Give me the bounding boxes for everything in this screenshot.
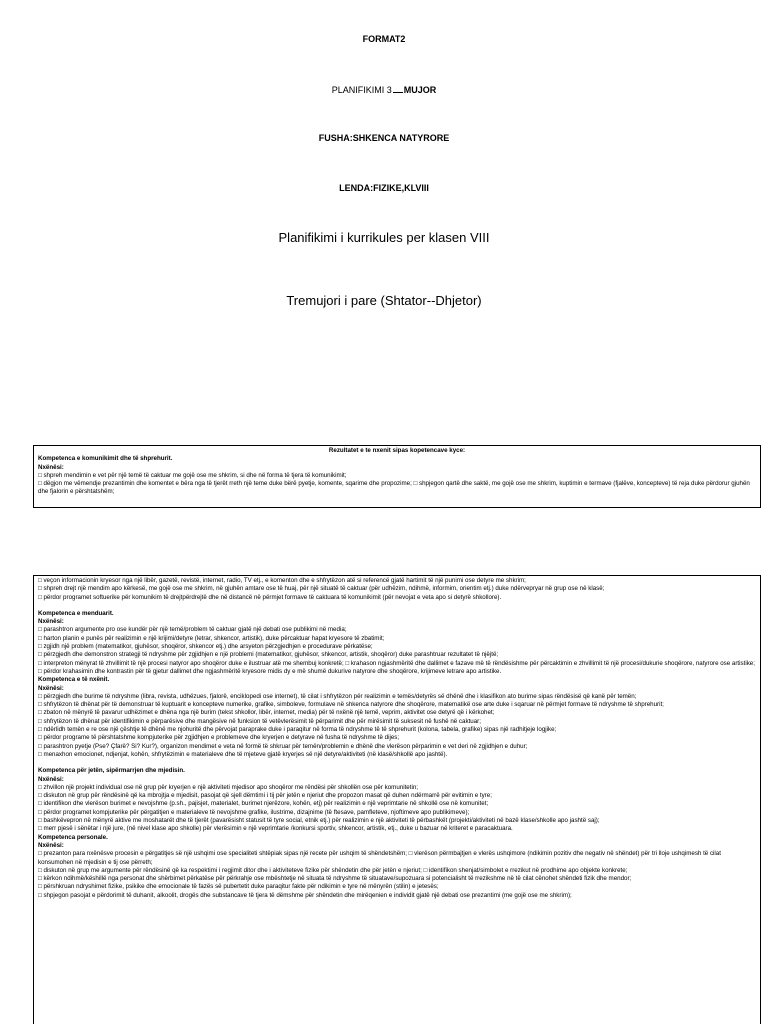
plan-suffix: MUJOR — [403, 85, 437, 95]
competence-line: □ përdor programet kompjuterike për përgatitjen e materialeve të nevojshme grafike, ilustrime, dizajnime (të ftesave, pamfleteve, njoftimeve apo publikimeve); — [38, 808, 470, 816]
section-title: Kompetenca personale. — [38, 833, 108, 841]
competence-line: □ shfrytëzon të dhënat për identifikimin e përparësive dhe mangësive në funksion të vetëvlerësimit të përparimit dhe për mirësimit të suksesit në fushë në caktuar; — [38, 717, 481, 725]
competence-line: □ parashtron argumente pro ose kundër për një temë/problem të caktuar gjatë një debati ose publikimi në media; — [38, 626, 347, 634]
page-title: Planifikimi i kurrikules per klasen VIII — [278, 230, 490, 245]
competence-line: □ përshkruan ndryshimet fizike, psikike dhe emocionale të fazës së pubertetit duke paraqitur fakte për ndikimin e tyre në mënyrën (stilin) e jetesës; — [38, 883, 439, 891]
competence-line: □ dëgjon me vëmendje prezantimin dhe komentet e bëra nga të tjerët rreth një teme duke bërë pyetje, komente, sqarime dhe propozime; □ shpjegon qartë dhe saktë, me gojë ose me shkrim, kuptimin e termave (fjalëve, koncepteve) të reja duke përdorur gjuhën dhe fjalorin e përshtatshëm; — [38, 480, 750, 496]
plan-blank — [393, 84, 403, 93]
competences-box-1 — [33, 445, 761, 508]
competence-line: □ përdor krahasimin dhe kontrastin për të gjetur dallimet dhe ngjashmëritë kryesore midis dy e më shumë dukurive natyrore dhe shoqërore, krijimeve letrare apo artistike. — [38, 667, 502, 675]
section-title: Kompetenca e menduarit. — [38, 609, 114, 617]
learners-label: Nxënësi: — [38, 684, 64, 692]
learners-label: Nxënësi: — [38, 618, 64, 626]
competence-line: □ merr pjesë i sënëtar i një jure, (në nivel klase apo shkolle) për vlerësimin e një veprimtarie /konkursi sportiv, shkencor, artistik, etj., duke u bazuar në kriteret e paracaktuara. — [38, 825, 513, 833]
competence-line: □ interpreton mënyrat të zhvillimit të një procesi natyror apo shoqëror duke e ilustruar atë me shembuj konkretë; □ krahason ngjashmëritë dhe dallimet e fazave më të rëndësishme për përcaktimin e zhvillimit të një procesi/dukurie shoqërore, natyrore ose artistike; — [38, 659, 755, 667]
competence-line: □ përzgjedh dhe demonstron strategji të ndryshme për zgjidhjen e një problemi (matematikor, gjuhësor, shkencor, artistik, shoqëror) duke parashtruar rezultatet të njëjtë; — [38, 651, 499, 659]
competence-line: □ kërkon ndihmë/këshillë nga personat dhe shërbimet përkatëse për përkrahje ose mbështetje në situata të ndryshme të situatave/supozuara si potencialisht të rrezikshme në të cilat cënohet shëndeti fizik dhe mendor; — [38, 875, 632, 883]
competence-line: □ përdor programe të përshtatshme kompjuterike për zgjidhjen e problemeve dhe kryerjen e detyrave në fusha të ndryshme të dijes; — [38, 734, 400, 742]
competence-line: □ bashkëvepron në mënyrë aktive me moshatarët dhe të tjerët (pavarësisht statusit të tyre social, etnik etj.) për realizimin e një aktiviteti të përbashkët (projekti/aktiviteti në bazë klase/shkolle apo jashtë saj); — [38, 817, 600, 825]
plan-prefix: PLANIFIKIMI 3 — [331, 85, 392, 95]
learners-label: Nxënësi: — [38, 463, 64, 471]
competence-line: □ identifikon dhe vlerëson burimet e nevojshme (p.sh., pajisjet, materialet, burimet njerëzore, kohën, etj) për realizimin e një veprimtarie në shkollë ose në komunitet; — [38, 800, 489, 808]
intro-line: □ përdor programet softuerike për komunikim të drejtpërdrejtë dhe në distancë në përmjet formave të caktuara të komunikimit (për nevojat e veta apo si detyrë shkollore). — [38, 593, 502, 601]
term-title: Tremujori i pare (Shtator--Dhjetor) — [286, 293, 482, 308]
competence-line: □ prezanton para nxënësve procesin e përgatitjes së një ushqimi ose specialiteti shtëpiak sipas një recete për ushqim të shëndetshëm; □ vlerëson përmbajtjen e vlerës ushqimore (ndikimin pozitiv dhe negativ në shëndet) për tri lloje ushqimesh të cilat konsumohen në mjedisin e tij ose përreth; — [38, 850, 721, 866]
section-title: Kompetenca e të nxënit. — [38, 676, 110, 684]
competence-line: □ shpjegon pasojat e përdorimit të duhanit, alkoolit, drogës dhe substancave të tjera të dëmshme për shëndetin dhe mirëqenien e individit gjatë një debati ose prezantimi (me gojë ose me shkrim); — [38, 891, 572, 899]
competence-line: □ ndërlidh temën e re ose një çështje të dhënë me njohuritë dhe përvojat paraprake duke i paraqitur në forma të ndryshme të të shprehurit (kolona, tabela, grafike) sipas një radhitjeje logjike; — [38, 726, 557, 734]
learners-label: Nxënësi: — [38, 775, 64, 783]
intro-line: □ veçon informacionin kryesor nga një libër, gazetë, revistë, internet, radio, TV etj., e komenton dhe e shfrytëzon atë si referencë gjatë hartimit të një punimi ose detyre me shkrim; — [38, 577, 526, 584]
competence-line: □ parashtron pyetje (Pse? Çfarë? Si? Kur?), organizon mendimet e veta në formë të shkruar për temën/problemin e dhënë dhe vlerëson përparimin e vet deri në zgjidhjen e duhur; — [38, 742, 528, 750]
competences-box-2 — [33, 575, 761, 1024]
competence-line: □ diskuton në grup me argumente për rëndësinë që ka respektimi i regjimit ditor dhe i aktiviteteve fizike për shëndetin dhe për jetën e njeriut; □ identifikon shenjat/simbolet e rrezikut në prodhime apo objekte konkrete; — [38, 866, 628, 874]
competence-line: □ zbaton në mënyrë të pavarur udhëzimet e dhëna nga një burim (tekst shkollor, libër, internet, media) për të nxënë një temë, veprim, aktivitet ose detyrë që i kërkohet; — [38, 709, 495, 717]
competence-line: □ zhvillon një projekt individual ose në grup për kryerjen e një aktiviteti mjedisor apo shoqëror me rëndësi për shkollën ose për komunitetin; — [38, 783, 418, 791]
format-label: FORMAT2 — [362, 34, 406, 44]
field-label: FUSHA:SHKENCA NATYRORE — [318, 133, 450, 143]
learners-label: Nxënësi: — [38, 841, 64, 849]
results-heading: Rezultatet e te nxenit sipas kopetencave kyce: — [328, 447, 466, 454]
intro-line: □ shpreh drejt një mendim apo kërkesë, me gojë ose me shkrim, në gjuhën amtare ose të huaj, për një situatë të caktuar (për udhëzim, ndihmë, informim, orientim etj.) duke ndërveprуar në grup ose në klasë; — [38, 585, 605, 593]
section-title: Kompetenca për jetën, sipërmarrjen dhe mjedisin. — [38, 767, 185, 775]
competence-line: □ diskuton në grup për rëndësinë që ka mbrojtja e mjedisit, pasojat që sjell dëmtimi i tij për jetën e njeriut dhe propozon masat që duhen ndërmarrë për evitimin e tyre; — [38, 792, 492, 800]
section-title: Kompetenca e komunikimit dhe të shprehurit. — [38, 455, 173, 463]
competence-line: □ shfrytëzon të dhënat për të demonstruar të kuptuarit e koncepteve numerike, grafike, simboleve, formulave në shkenca natyrore dhe shoqërore, matematikë ose arte duke i sqaruar në përmjet formave të ndryshme të shprehurit; — [38, 701, 664, 709]
plan-label — [0, 84, 768, 95]
competence-line: □ harton planin e punës për realizimin e një krijimi/detyre (letrar, shkencor, artistik), duke përcaktuar hapat kryesore të zbatimit; — [38, 634, 385, 642]
competence-line: □ shpreh mendimin e vet për një temë të caktuar me gojë ose me shkrim, si dhe në forma të tjera të komunikimit; — [38, 471, 347, 479]
competence-line: □ përzgjedh dhe burime të ndryshme (libra, revista, udhëzues, fjalorë, enciklopedi ose internet), të cilat i shfrytëzon për realizimin e temës/detyrës së dhënë dhe i klasifikon ato burime sipas rëndësisë që kanë për temën; — [38, 692, 637, 700]
competence-line: □ menaxhon emocionet, ndjenjat, kohën, shfrytëzimin e materialeve dhe të mjeteve gjatë kryerjes së një detyre/aktiviteti (në klasë/shkollë apo jashtë). — [38, 750, 448, 758]
subject-label: LENDA:FIZIKE,KLVIII — [339, 183, 429, 193]
competence-line: □ zgjidh një problem (matematikor, gjuhësor, shoqëror, shkencor etj.) dhe arsyeton përzgjedhjen e procedurave përkatëse; — [38, 643, 373, 651]
